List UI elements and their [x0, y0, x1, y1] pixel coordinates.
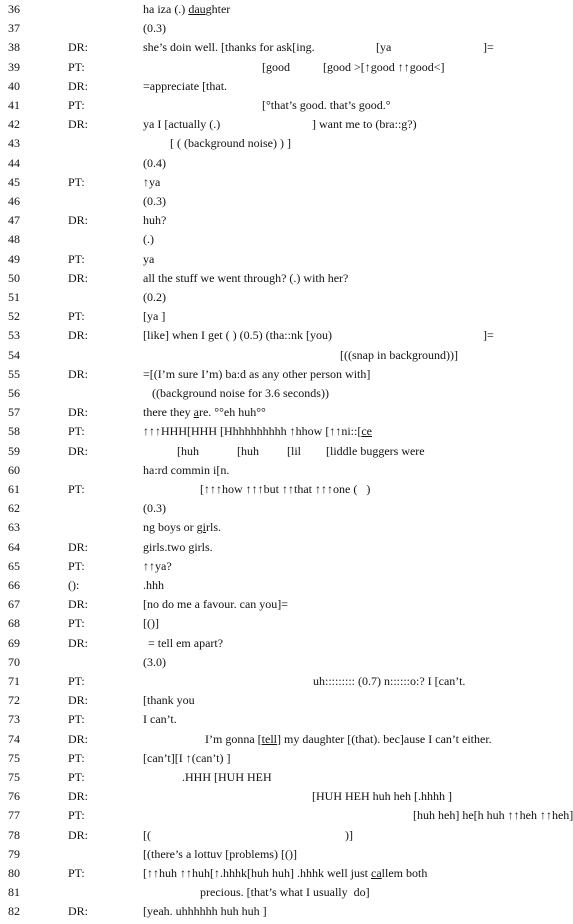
transcript-line [0, 328, 534, 348]
utterance [143, 21, 166, 36]
utterance [143, 290, 166, 305]
utterance-segment: uh::::::::: (0.7) n::::::o:? I [can’t. [313, 674, 466, 688]
speaker-label: PT: [68, 770, 85, 784]
utterance [143, 616, 159, 631]
transcript-line [0, 232, 534, 252]
utterance-segment: [good [262, 59, 290, 74]
utterance-segment: .HHH [HUH HEH [182, 770, 272, 784]
utterance-text: [ya ] [143, 309, 166, 324]
speaker-label: DR: [68, 789, 89, 804]
line-number: 80 [8, 866, 20, 880]
line-number: 70 [8, 654, 20, 669]
utterance-text: (.) [143, 232, 154, 247]
transcript-line [0, 616, 534, 636]
transcript-line [0, 866, 534, 886]
transcript-line [0, 175, 534, 195]
line-number: 74 [8, 731, 20, 746]
transcript-line [0, 386, 534, 406]
transcript-line [0, 501, 534, 521]
utterance-text: rls. [206, 520, 222, 535]
utterance [143, 578, 164, 593]
line-number: 62 [8, 501, 20, 516]
line-number: 46 [8, 194, 20, 208]
utterance-segment: [huh [177, 443, 199, 458]
line-number: 64 [8, 539, 20, 554]
utterance-text: [huh huh] .hhhk well just [247, 866, 371, 880]
utterance-text: [thank you [143, 693, 195, 708]
utterance-text: I’m gonna [ [205, 731, 262, 746]
transcript-line [0, 655, 534, 675]
transcript-line [0, 674, 534, 694]
utterance-text: ya [143, 251, 155, 266]
utterance [143, 904, 267, 919]
transcript-line [0, 712, 534, 732]
utterance-text: girls.two girls. [143, 539, 213, 554]
utterance-text: .hhh [143, 578, 164, 592]
line-number: 76 [8, 789, 20, 804]
utterance-segment: [good >[↑good ↑↑good<] [323, 59, 445, 74]
line-number: 60 [8, 462, 20, 477]
utterance-text: [I ↑(can’t) ] [174, 750, 231, 765]
line-number: 67 [8, 597, 20, 612]
utterance [143, 866, 427, 881]
utterance-text: [( [143, 616, 151, 631]
line-number: 44 [8, 155, 20, 170]
utterance-text: (0.2) [143, 290, 166, 304]
utterance-segment: ] want me to (bra::g?) [312, 117, 417, 132]
stressed-syllable: dau [188, 2, 206, 16]
utterance-text: =[(I’m sure I’m) ba:d as any other person with] [143, 366, 371, 381]
transcript-line [0, 117, 534, 137]
transcript-line [0, 367, 534, 387]
utterance [143, 271, 348, 286]
transcript-line [0, 732, 534, 752]
line-number: 38 [8, 40, 20, 55]
utterance [143, 751, 231, 766]
utterance-text: [(there’s a lottuv [problems) [( [143, 846, 289, 861]
utterance [143, 520, 221, 535]
speaker-label: PT: [68, 674, 85, 688]
transcript-line [0, 213, 534, 233]
line-number: 56 [8, 386, 20, 400]
line-number: 52 [8, 309, 20, 324]
utterance-segment: [lil [287, 443, 301, 458]
utterance-text: (0.3) [143, 501, 166, 516]
utterance [143, 156, 166, 171]
speaker-label: PT: [68, 482, 85, 496]
transcript-line [0, 309, 534, 329]
transcript-line [0, 444, 534, 464]
transcript-line [0, 847, 534, 867]
speaker-label: DR: [68, 635, 89, 650]
utterance [143, 655, 166, 670]
transcript-line [0, 348, 534, 368]
utterance-text: [↑↑huh ↑↑huh [143, 866, 210, 880]
stressed-syllable: ca [371, 866, 382, 880]
utterance-text: huh? [143, 213, 167, 228]
line-number: 79 [8, 846, 20, 861]
stressed-syllable: tell [261, 731, 277, 746]
line-number: 78 [8, 827, 20, 842]
utterance-text: [huh heh] he[h huh ↑↑heh ↑↑heh] [413, 808, 573, 823]
line-number: 66 [8, 578, 20, 592]
utterance [143, 540, 213, 555]
transcript-line [0, 597, 534, 617]
speaker-label: PT: [68, 424, 85, 439]
utterance-text: (0.3) [143, 21, 166, 36]
speaker-label: DR: [68, 78, 89, 93]
utterance-segment: [°that’s good. that’s good.° [262, 98, 391, 112]
utterance-text: (0.4) [143, 155, 166, 170]
transcript-line [0, 808, 573, 828]
utterance-text: [↑.hhhk [210, 866, 247, 880]
line-number: 72 [8, 693, 20, 708]
line-number: 63 [8, 520, 20, 535]
utterance-text: ha iza (.) [143, 2, 189, 16]
utterance-text: ghter [205, 2, 231, 16]
transcript-line [0, 636, 534, 656]
utterance-segment: = tell em apart? [148, 635, 224, 650]
line-number: 37 [8, 21, 20, 36]
utterance-segment: ]= [483, 40, 494, 55]
line-number: 47 [8, 213, 20, 228]
utterance-text: [can’t] [143, 750, 175, 765]
transcript-line [0, 520, 534, 540]
speaker-label: PT: [68, 808, 85, 823]
utterance-text: all the stuff we went through? (.) with her? [143, 270, 349, 285]
utterance-segment: [↑↑↑how ↑↑↑but ↑↑that ↑↑↑one ( ) [200, 482, 371, 496]
speaker-label: DR: [68, 597, 89, 612]
line-number: 75 [8, 750, 20, 765]
utterance-text: there they [143, 405, 194, 420]
speaker-label: DR: [68, 405, 89, 420]
transcript-line [0, 98, 534, 118]
speaker-label: DR: [68, 117, 89, 132]
line-number: 48 [8, 232, 20, 247]
utterance [205, 732, 492, 747]
speaker-label: PT: [68, 309, 85, 324]
utterance-segment: [((snap in background))] [340, 347, 458, 362]
stressed-syllable: a [193, 405, 199, 420]
line-number: 59 [8, 443, 20, 458]
line-number: 54 [8, 347, 20, 362]
transcript-line [0, 751, 534, 771]
transcript-line [0, 271, 534, 291]
transcript-line [0, 424, 534, 444]
utterance-segment: )] [345, 827, 353, 842]
speaker-label: DR: [68, 213, 89, 228]
utterance-text: ng boys or [143, 520, 197, 535]
utterance [143, 252, 154, 267]
speaker-label: DR: [68, 827, 89, 842]
speaker-label: DR: [68, 40, 89, 55]
utterance-text: re. °°eh huh°° [198, 405, 266, 420]
transcript-line [0, 770, 534, 790]
transcript-line [0, 252, 534, 272]
speaker-label: DR: [68, 693, 89, 708]
line-number: 65 [8, 558, 20, 573]
utterance-text: [yeah. uhhhhhh huh huh ] [143, 904, 267, 919]
utterance-text: =appreciate [that. [143, 78, 228, 93]
transcript-line [0, 789, 534, 809]
utterance-segment: [liddle buggers were [326, 443, 425, 458]
transcript-line [0, 2, 534, 22]
stressed-syllable: ce [361, 424, 372, 439]
line-number: 77 [8, 808, 20, 823]
utterance-text: ha:rd commin i[n. [143, 462, 230, 477]
stressed-syllable: gi [196, 520, 207, 535]
line-number: 43 [8, 136, 20, 151]
utterance-segment: [ ( (background noise) ) ] [170, 136, 291, 151]
line-number: 69 [8, 635, 20, 650]
utterance [143, 367, 370, 382]
transcript-line [0, 578, 534, 598]
transcript-line [0, 693, 534, 713]
utterance-segment: ya I [actually (.) [143, 117, 221, 132]
utterance-segment: [ya [376, 40, 392, 55]
utterance-segment: precious. [that’s what I usually do] [200, 885, 370, 900]
utterance-segment: [( [143, 827, 151, 842]
line-number: 75 [8, 770, 20, 784]
line-number: 36 [8, 2, 20, 16]
line-number: 82 [8, 904, 20, 919]
speaker-label: PT: [68, 59, 85, 74]
transcript-line [0, 290, 534, 310]
transcript-line [0, 60, 534, 80]
utterance [143, 405, 266, 420]
utterance-text: ] my daughter [(that). bec]ause I can’t either. [276, 731, 492, 746]
utterance-segment: she’s doin well. [thanks for ask[ing. [143, 40, 315, 55]
line-number: 53 [8, 328, 20, 343]
utterance [143, 213, 166, 228]
utterance [143, 847, 297, 862]
utterance [143, 501, 166, 516]
speaker-label: DR: [68, 328, 89, 343]
transcript-line [0, 136, 534, 156]
line-number: 39 [8, 59, 20, 74]
transcript-line [0, 21, 534, 41]
line-number: 61 [8, 482, 20, 496]
utterance-segment: ]= [483, 328, 494, 343]
utterance [143, 309, 165, 324]
utterance-text: ↑ya [143, 174, 161, 189]
speaker-label: PT: [68, 251, 85, 266]
line-number: 49 [8, 251, 20, 266]
transcript-line [0, 885, 534, 905]
utterance-text: ↑↑ya? [143, 558, 172, 573]
speaker-label: PT: [68, 866, 85, 880]
utterance-segment: [huh [237, 443, 259, 458]
speaker-label: PT: [68, 98, 85, 112]
line-number: 42 [8, 117, 20, 132]
utterance-text: )] [288, 846, 297, 861]
utterance-text: )] [151, 616, 159, 631]
utterance-text: (3.0) [143, 654, 166, 669]
transcript-line [0, 559, 534, 579]
transcript-line [0, 540, 534, 560]
utterance [143, 693, 195, 708]
speaker-label: DR: [68, 443, 89, 458]
line-number: 73 [8, 712, 20, 727]
utterance-text: llem both [381, 866, 428, 880]
transcript-line [0, 482, 534, 502]
transcript-line [0, 904, 534, 924]
line-number: 41 [8, 98, 20, 112]
speaker-label: PT: [68, 174, 85, 189]
speaker-label: PT: [68, 712, 85, 727]
utterance [143, 175, 160, 190]
speaker-label: PT: [68, 616, 85, 631]
utterance-text: (0.3) [143, 194, 166, 208]
utterance [413, 808, 573, 823]
transcript-line [0, 463, 534, 483]
speaker-label: DR: [68, 731, 89, 746]
speaker-label: PT: [68, 750, 85, 765]
speaker-label: (): [68, 578, 80, 592]
utterance [143, 232, 154, 247]
line-number: 51 [8, 290, 20, 304]
utterance [143, 194, 166, 209]
utterance [143, 2, 230, 17]
speaker-label: PT: [68, 558, 85, 573]
utterance-segment: I can’t. [143, 712, 177, 727]
line-number: 45 [8, 174, 20, 189]
utterance-segment: ((background noise for 3.6 seconds)) [152, 386, 329, 400]
utterance-text: ↑↑↑HHH[HHH [Hhhhhhhhhh ↑hhow [↑↑ni::[ [143, 424, 362, 439]
transcript-line [0, 156, 534, 176]
line-number: 81 [8, 885, 20, 900]
transcript-line [0, 40, 534, 60]
line-number: 55 [8, 366, 20, 381]
utterance-segment: [HUH HEH huh heh [.hhhh ] [312, 789, 452, 804]
line-number: 50 [8, 270, 20, 285]
speaker-label: DR: [68, 270, 89, 285]
line-number: 40 [8, 78, 20, 93]
line-number: 58 [8, 424, 20, 439]
transcript-line [0, 79, 534, 99]
utterance [143, 79, 227, 94]
utterance [143, 559, 172, 574]
speaker-label: DR: [68, 539, 89, 554]
line-number: 57 [8, 405, 20, 420]
utterance [143, 424, 372, 439]
line-number: 71 [8, 674, 20, 688]
utterance-segment: [like] when I get ( ) (0.5) (tha::nk [you) [143, 328, 332, 343]
transcript-line [0, 405, 534, 425]
transcript-line [0, 828, 534, 848]
speaker-label: DR: [68, 366, 89, 381]
transcript-line [0, 194, 534, 214]
utterance [143, 463, 229, 478]
speaker-label: DR: [68, 904, 89, 919]
utterance [143, 597, 288, 612]
line-number: 68 [8, 616, 20, 631]
utterance-text: [no do me a favour. can you]= [143, 597, 289, 612]
